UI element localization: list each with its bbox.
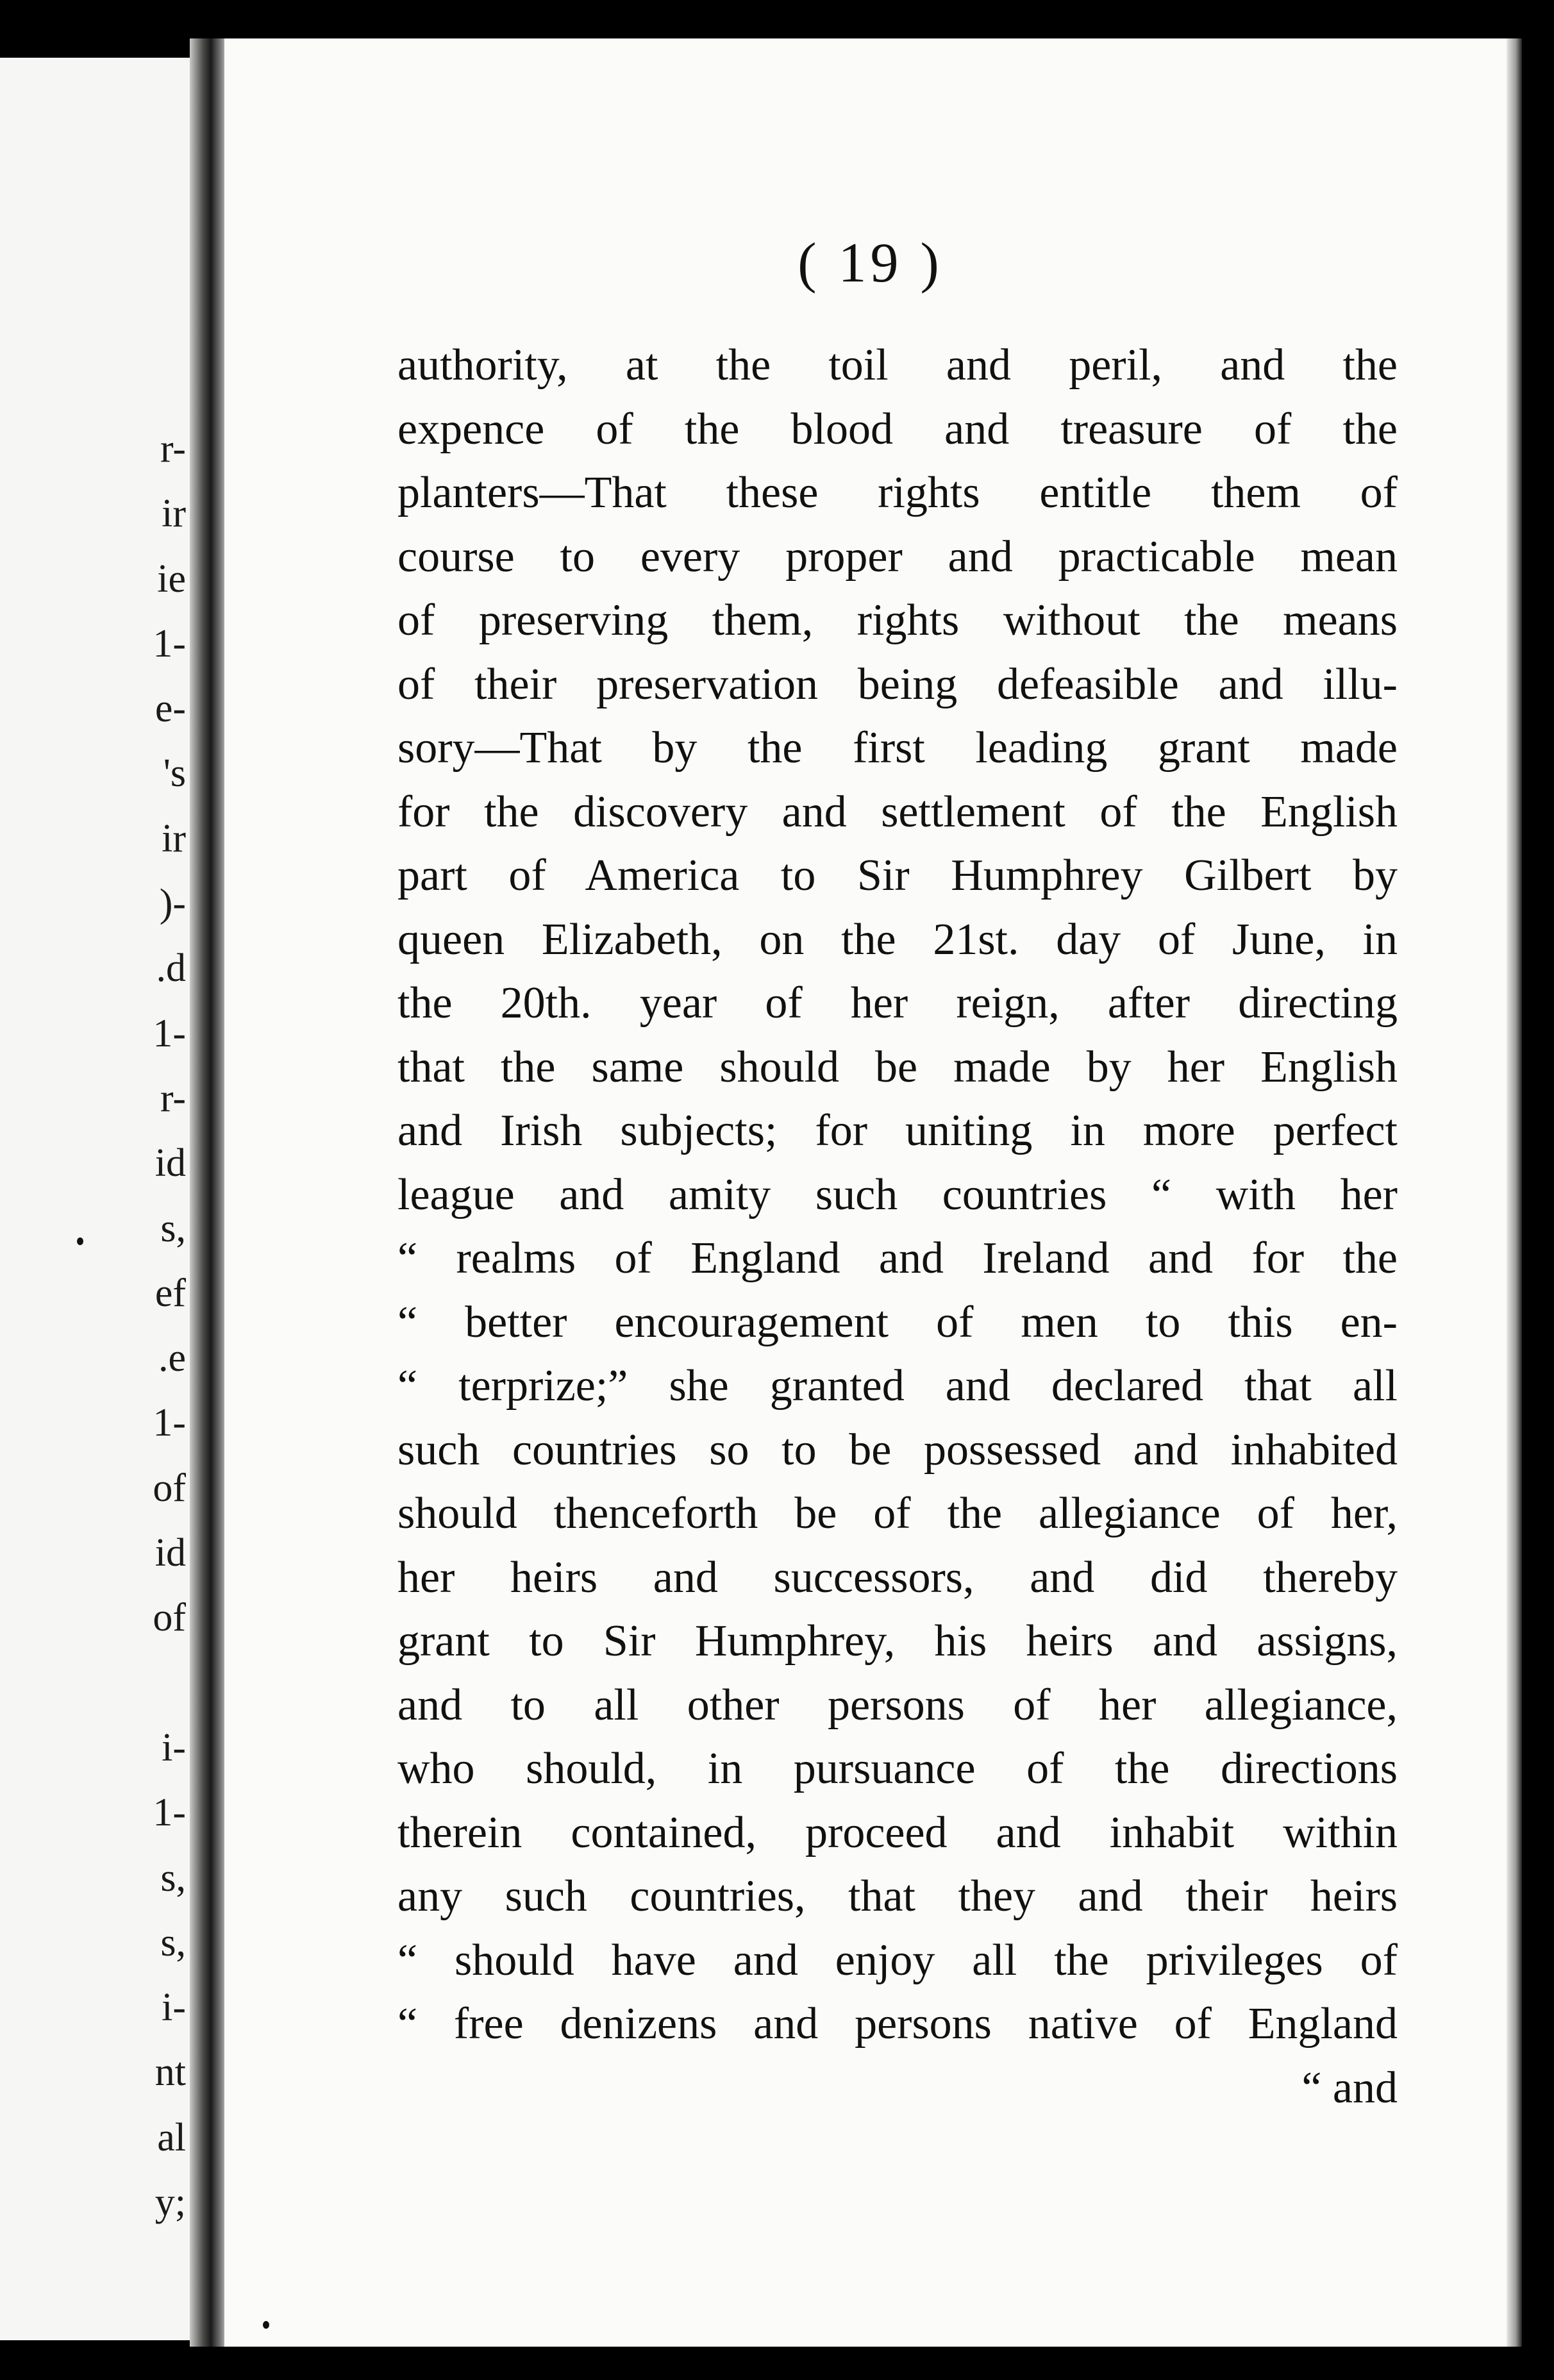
text-line: that the same should be made by her English <box>397 1042 1398 1092</box>
left-page-fragment: ie <box>157 557 186 601</box>
left-page-fragment: 1- <box>153 1791 186 1835</box>
left-page-fragment: .e <box>158 1336 186 1380</box>
left-page-fragment: s, <box>160 1206 186 1250</box>
text-line: queen Elizabeth, on the 21st. day of June, in <box>397 914 1398 964</box>
text-line: sory—That by the first leading grant made <box>397 723 1398 773</box>
text-line: grant to Sir Humphrey, his heirs and assigns, <box>397 1616 1398 1666</box>
text-line: “ terprize;” she granted and declared that all <box>397 1361 1398 1411</box>
left-page-fragment: 1- <box>153 1401 186 1445</box>
main-page <box>224 38 1516 2347</box>
left-page-fragment: i- <box>162 1986 186 2030</box>
book-gutter <box>190 38 228 2347</box>
left-page-fragment: nt <box>155 2050 186 2095</box>
text-line: “ better encouragement of men to this en- <box>397 1297 1398 1347</box>
left-page-fragment: 's <box>163 751 186 796</box>
text-line: should thenceforth be of the allegiance of her, <box>397 1489 1398 1538</box>
left-page-fragment: al <box>157 2115 186 2159</box>
left-page-fragment: 1- <box>153 1011 186 1055</box>
text-line: her heirs and successors, and did thereby <box>397 1552 1398 1602</box>
left-page-fragment: of <box>153 1466 186 1510</box>
left-page-fragment: s, <box>160 1920 186 1965</box>
left-page-fragment <box>0 1651 186 1716</box>
text-line: for the discovery and settlement of the English <box>397 787 1398 837</box>
left-page-fragment: i- <box>162 1725 186 1770</box>
text-line: and Irish subjects; for uniting in more perfect <box>397 1106 1398 1155</box>
text-line: “ free denizens and persons native of England <box>397 1999 1398 2049</box>
ink-speck <box>263 2321 269 2329</box>
text-line: planters—That these rights entitle them of <box>397 468 1398 517</box>
text-line: league and amity such countries “ with her <box>397 1169 1398 1219</box>
text-line: part of America to Sir Humphrey Gilbert by <box>397 851 1398 900</box>
left-page-fragment: id <box>155 1531 186 1575</box>
text-line: any such countries, that they and their heirs <box>397 1872 1398 1921</box>
page-number: ( 19 ) <box>798 232 943 294</box>
text-line: such countries so to be possessed and inhabited <box>397 1425 1398 1475</box>
left-page-fragment: e- <box>155 687 186 731</box>
text-line: and to all other persons of her allegiance, <box>397 1680 1398 1730</box>
left-page-fragment: r- <box>160 1076 186 1120</box>
left-page-fragment: )- <box>159 882 186 926</box>
text-line: of preserving them, rights without the means <box>397 596 1398 645</box>
ink-speck <box>77 1237 83 1245</box>
left-page-fragment: ir <box>162 816 186 860</box>
left-facing-page <box>0 58 192 2340</box>
left-page-fragment: r- <box>160 427 186 471</box>
page-edge <box>1507 38 1522 2347</box>
text-line: course to every proper and practicable mean <box>397 532 1398 582</box>
left-page-fragment: ef <box>155 1271 186 1315</box>
left-page-fragment: ir <box>162 492 186 536</box>
text-line: who should, in pursuance of the directions <box>397 1744 1398 1793</box>
text-line: “ and <box>1301 2063 1398 2113</box>
left-page-fragment: .d <box>156 946 186 991</box>
left-page-fragment: of <box>153 1596 186 1640</box>
text-line: “ realms of England and Ireland and for the <box>397 1234 1398 1283</box>
page-body-text <box>397 333 1398 2120</box>
left-page-line-fragments <box>0 417 186 2235</box>
left-page-fragment: y; <box>155 2181 186 2225</box>
text-line: “ should have and enjoy all the privileges of <box>397 1935 1398 1985</box>
text-line: the 20th. year of her reign, after directing <box>397 978 1398 1028</box>
left-page-fragment: 1- <box>153 621 186 666</box>
text-line: authority, at the toil and peril, and the <box>397 340 1398 390</box>
text-line: expence of the blood and treasure of the <box>397 404 1398 454</box>
left-page-fragment: id <box>155 1141 186 1186</box>
text-line: therein contained, proceed and inhabit within <box>397 1807 1398 1857</box>
left-page-fragment: s, <box>160 1856 186 1900</box>
text-line: of their preservation being defeasible and illu- <box>397 659 1398 709</box>
